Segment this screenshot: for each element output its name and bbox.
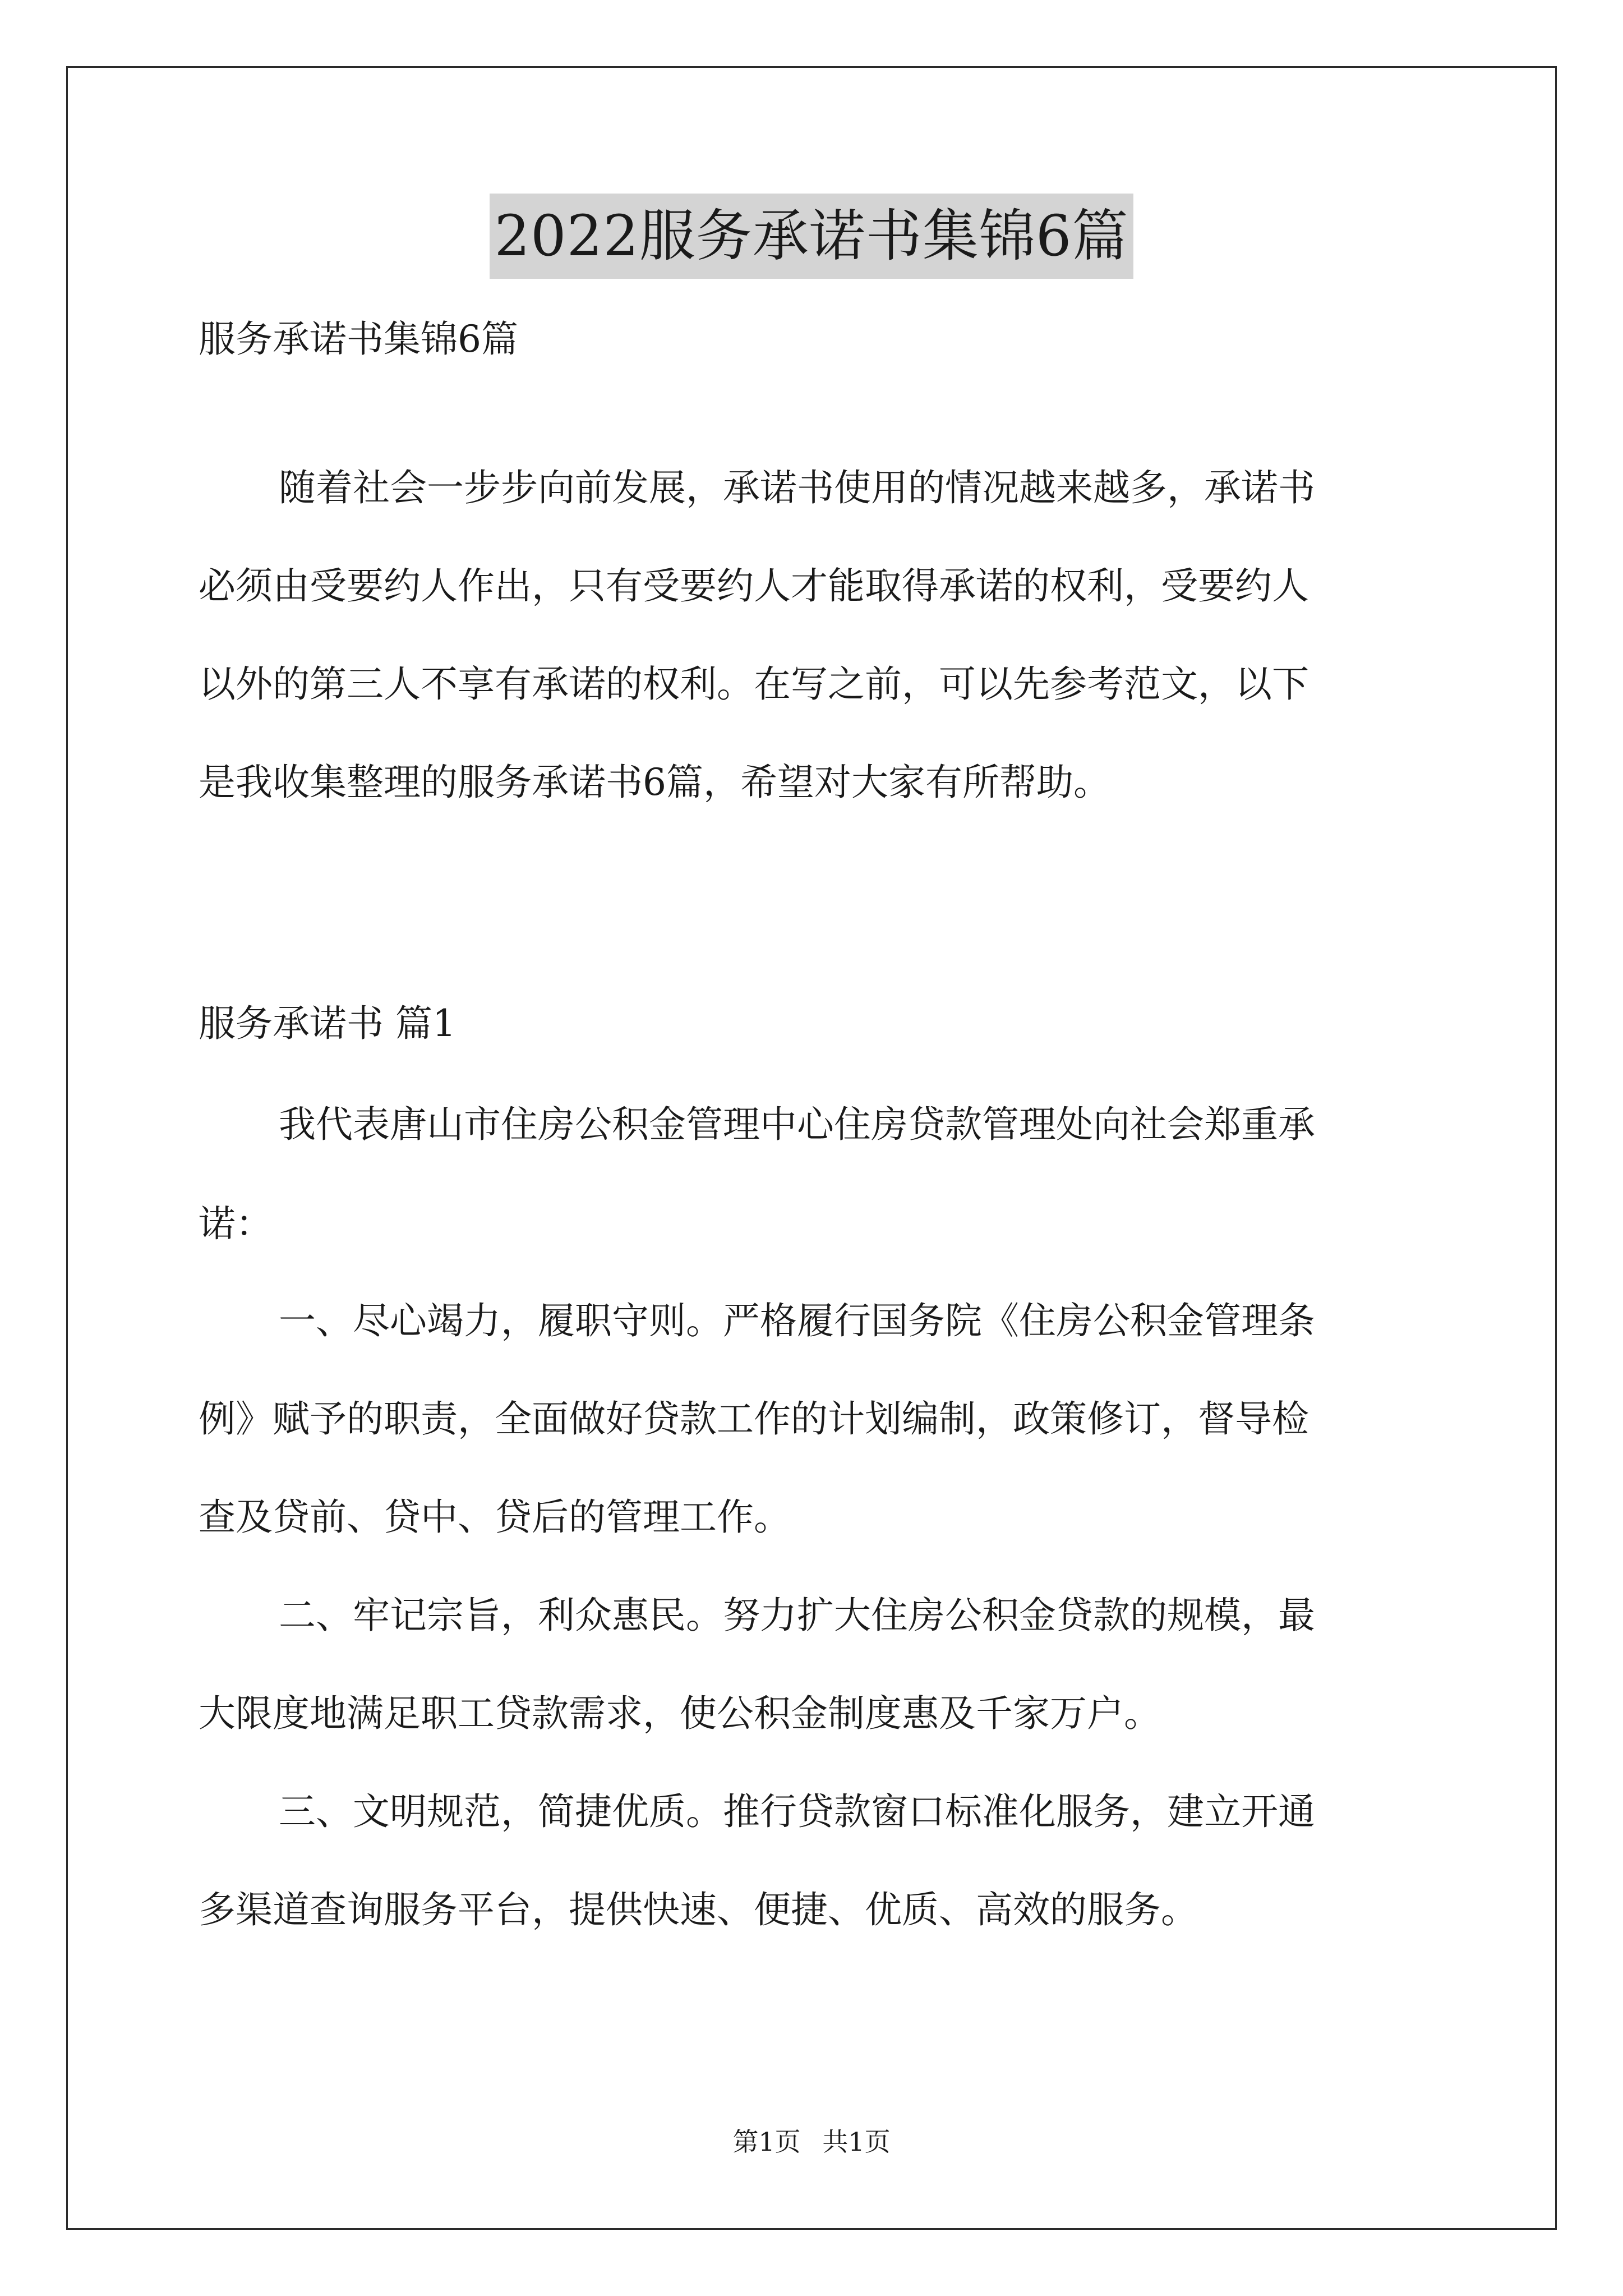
paragraph-line: 大限度地满足职工贷款需求，使公积金制度惠及千家万户。 [199,1692,1161,1735]
paragraph-line: 以外的第三人不享有承诺的权利。在写之前，可以先参考范文，以下 [199,662,1309,706]
subtitle-line: 服务承诺书集锦6篇 [199,318,518,361]
paragraph-line: 我代表唐山市住房公积金管理中心住房贷款管理处向社会郑重承 [279,1103,1315,1146]
paragraph-line: 一、尽心竭力，履职守则。严格履行国务院《住房公积金管理条 [279,1299,1315,1342]
page-total: 共1页 [822,2127,891,2157]
paragraph-line: 必须由受要约人作出，只有受要约人才能取得承诺的权利，受要约人 [199,564,1309,608]
paragraph-line: 是我收集整理的服务承诺书6篇，希望对大家有所帮助。 [199,761,1110,804]
page-footer [0,2125,1623,2159]
section-heading: 服务承诺书 篇1 [199,1002,456,1045]
paragraph-line: 多渠道查询服务平台，提供快速、便捷、优质、高效的服务。 [199,1888,1198,1931]
paragraph-line: 三、文明规范，简捷优质。推行贷款窗口标准化服务，建立开通 [279,1790,1315,1833]
paragraph-line: 查及贷前、贷中、贷后的管理工作。 [199,1496,791,1539]
page-number: 第1页 [732,2127,801,2157]
paragraph-line: 例》赋予的职责，全面做好贷款工作的计划编制，政策修订，督导检 [199,1397,1309,1441]
paragraph-line: 二、牢记宗旨，利众惠民。努力扩大住房公积金贷款的规模，最 [279,1594,1315,1637]
title-container [0,194,1623,279]
paragraph-line: 诺： [199,1202,273,1245]
document-title: 2022服务承诺书集锦6篇 [490,194,1133,279]
paragraph-line: 随着社会一步步向前发展，承诺书使用的情况越来越多，承诺书 [279,466,1315,509]
